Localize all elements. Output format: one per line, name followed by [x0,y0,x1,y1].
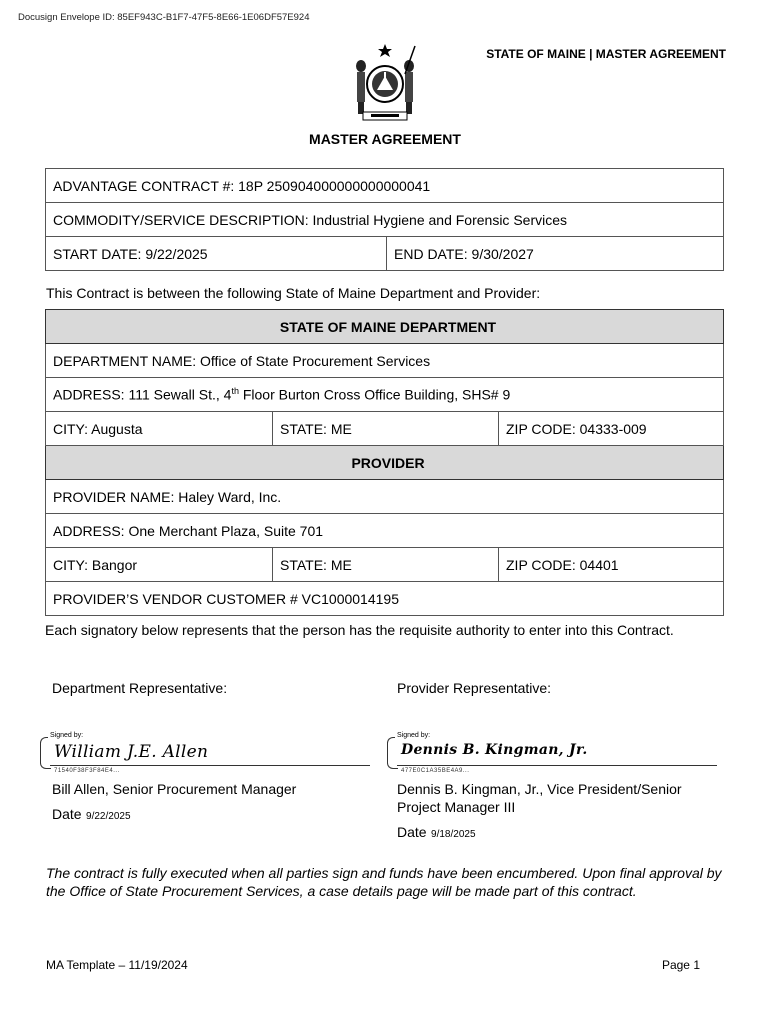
provider-address: ADDRESS: One Merchant Plaza, Suite 701 [46,514,724,548]
department-heading: STATE OF MAINE DEPARTMENT [46,310,724,344]
dept-signed-by: Signed by: [50,732,84,739]
dept-sig-hash: 71540F38F3F84E4... [54,768,120,774]
provider-zip: ZIP CODE: 04401 [499,548,724,582]
dept-signature: William J.E. Allen [54,742,209,762]
provider-state: STATE: ME [273,548,499,582]
between-text: This Contract is between the following State of Maine Department and Provider: [46,285,541,301]
contract-info-table [45,168,724,271]
department-address: ADDRESS: 111 Sewall St., 4th Floor Burton Cross Office Building, SHS# 9 [46,378,724,412]
template-version: MA Template – 11/19/2024 [46,958,188,972]
department-name: DEPARTMENT NAME: Office of State Procurement Services [46,344,724,378]
document-title: MASTER AGREEMENT [309,131,461,147]
prov-signed-by: Signed by: [397,732,431,739]
prov-date-label: Date [397,824,427,840]
prov-date: 9/18/2025 [431,829,476,840]
page-number: Page 1 [661,958,700,972]
provider-heading: PROVIDER [46,446,724,480]
contract-number: ADVANTAGE CONTRACT #: 18P 250904000000000000041 [46,169,724,203]
parties-table [45,309,724,616]
execution-footnote: The contract is fully executed when all parties sign and funds have been encumbered. Upon final approval by the Office of State Procurement Services, a case details page will be made part of this contract. [46,865,722,899]
prov-rep-name: Dennis B. Kingman, Jr., Vice President/Senior Project Manager III [397,781,682,815]
start-date: START DATE: 9/22/2025 [46,237,387,271]
department-city: CITY: Augusta [46,412,273,446]
dept-rep-label: Department Representative: [52,680,228,696]
prov-rep-label: Provider Representative: [397,680,552,696]
prov-sig-hash: 477E0C1A35BE4A9... [401,768,470,774]
prov-signature-block [387,732,717,772]
provider-name: PROVIDER NAME: Haley Ward, Inc. [46,480,724,514]
dept-date: 9/22/2025 [86,811,131,822]
dept-sig-line [50,765,370,766]
provider-city: CITY: Bangor [46,548,273,582]
envelope-id: Docusign Envelope ID: 85EF943C-B1F7-47F5-8E66-1E06DF57E924 [18,12,310,23]
signatory-statement: Each signatory below represents that the person has the requisite authority to enter into this Contract. [45,622,674,638]
dept-signature-block [40,732,370,772]
provider-vendor-number: PROVIDER’S VENDOR CUSTOMER # VC1000014195 [46,582,724,616]
service-description: COMMODITY/SERVICE DESCRIPTION: Industrial Hygiene and Forensic Services [46,203,724,237]
prov-date-row [397,824,476,842]
department-state: STATE: ME [273,412,499,446]
dept-rep-name: Bill Allen, Senior Procurement Manager [52,781,297,797]
prov-sig-line [397,765,717,766]
state-seal-logo [349,42,421,126]
header-title: STATE OF MAINE | MASTER AGREEMENT [486,47,726,61]
department-zip: ZIP CODE: 04333-009 [499,412,724,446]
dept-date-label: Date [52,806,82,822]
end-date: END DATE: 9/30/2027 [387,237,724,271]
dept-date-row [52,806,131,824]
prov-signature: Dennis B. Kingman, Jr. [401,742,588,758]
